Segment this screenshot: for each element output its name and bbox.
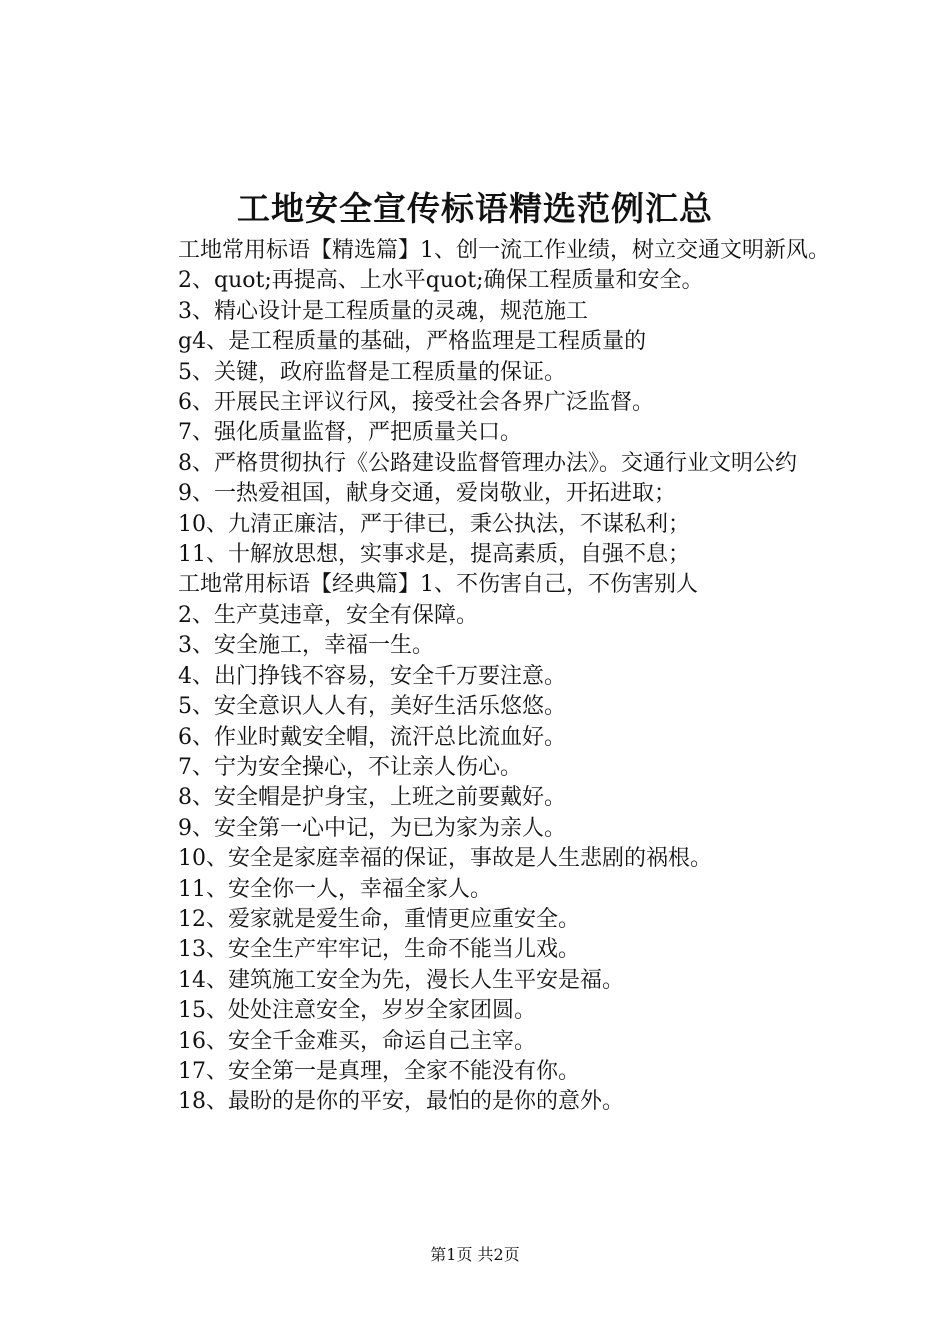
paragraph: 10、安全是家庭幸福的保证，事故是人生悲剧的祸根。 [178,846,712,872]
paragraph: 2、quot;再提高、上水平quot;确保工程质量和安全。 [178,268,704,294]
paragraph: 18、最盼的是你的平安，最怕的是你的意外。 [178,1089,624,1115]
page-title: 工地安全宣传标语精选范例汇总 [237,189,713,228]
paragraph: 14、建筑施工安全为先，漫长人生平安是福。 [178,967,624,993]
paragraph: 15、处处注意安全，岁岁全家团圆。 [178,998,536,1024]
paragraph: 13、安全生产牢牢记，生命不能当儿戏。 [178,937,580,963]
paragraph: 5、关键，政府监督是工程质量的保证。 [178,359,566,385]
paragraph: 11、十解放思想，实事求是，提高素质，自强不息； [178,542,690,568]
paragraph: 17、安全第一是真理，全家不能没有你。 [178,1058,580,1084]
paragraph: 9、一热爱祖国，献身交通，爱岗敬业，开拓进取； [178,481,676,507]
paragraph: 7、强化质量监督，严把质量关口。 [178,420,522,446]
paragraph: 9、安全第一心中记，为已为家为亲人。 [178,815,566,841]
paragraph: 6、开展民主评议行风，接受社会各界广泛监督。 [178,390,654,416]
paragraph: 7、宁为安全操心，不让亲人伤心。 [178,754,522,780]
paragraph: 3、精心设计是工程质量的灵魂，规范施工 [178,298,588,324]
paragraph: 2、生产莫违章，安全有保障。 [178,602,478,628]
paragraph: 工地常用标语【经典篇】1、不伤害自己，不伤害别人 [178,572,698,598]
paragraph: 8、严格贯彻执行《公路建设监督管理办法》。交通行业文明公约 [178,450,797,476]
paragraph: 工地常用标语【精选篇】1、创一流工作业绩，树立交通文明新风。 [178,238,830,263]
document-body [130,236,830,1118]
page-footer: 第1页 共2页 [430,1245,520,1264]
paragraph: 12、爱家就是爱生命，重情更应重安全。 [178,906,580,932]
paragraph: 5、安全意识人人有，美好生活乐悠悠。 [178,694,566,720]
paragraph: 8、安全帽是护身宝，上班之前要戴好。 [178,785,566,811]
paragraph: 4、出门挣钱不容易，安全千万要注意。 [178,663,566,689]
paragraph: 10、九清正廉洁，严于律已，秉公执法，不谋私利； [178,511,690,537]
paragraph: 11、安全你一人，幸福全家人。 [178,876,492,902]
paragraph: 3、安全施工，幸福一生。 [178,633,434,659]
paragraph: 6、作业时戴安全帽，流汗总比流血好。 [178,724,566,750]
paragraph: 16、安全千金难买，命运自己主宰。 [178,1028,536,1054]
paragraph: g4、是工程质量的基础，严格监理是工程质量的 [178,329,647,355]
